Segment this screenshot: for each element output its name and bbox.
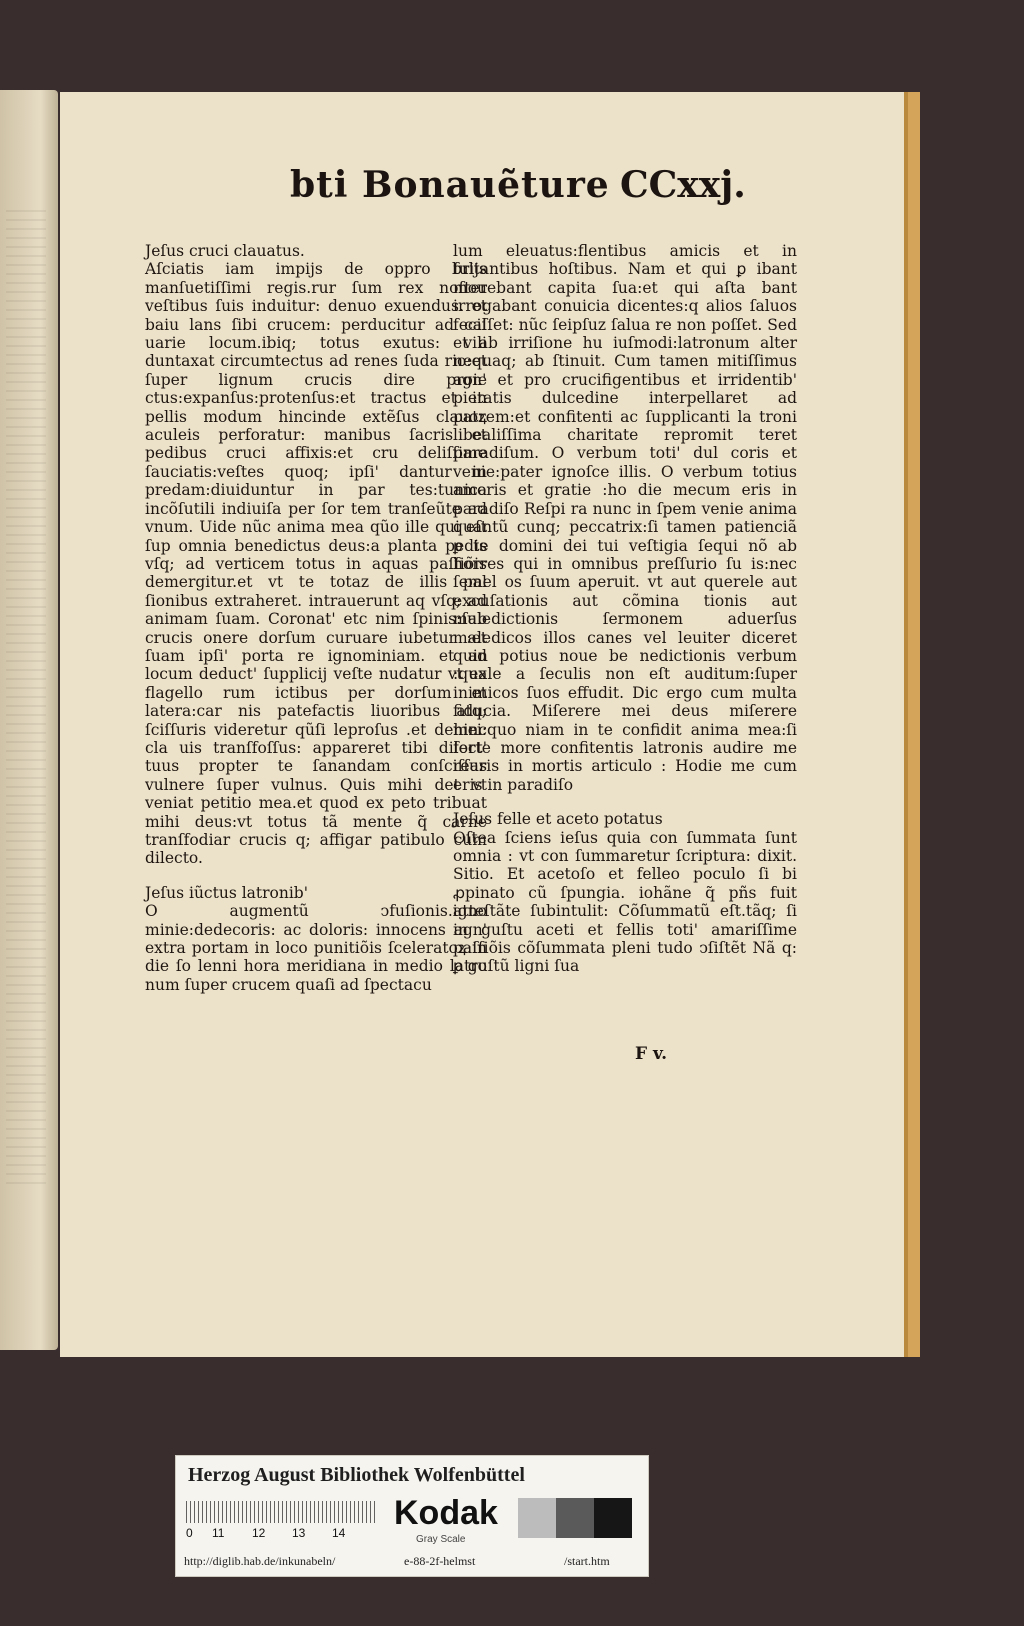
scale-ruler <box>186 1501 376 1523</box>
running-header <box>60 164 920 224</box>
left-page-text-bleed <box>6 210 46 1190</box>
rubric-vinegar: Jeſus felle et aceto potatus <box>453 810 663 829</box>
left-page-edge <box>0 90 58 1350</box>
paragraph-thieves: O augmentũ ↄfuſionis.igno minie:dedecoris: ac doloris: innocens agn' extra portam in loco punitiõis ſceleratoꝝ:in die ſo lenni hora meridiana in medio latro num ſuper crucem quaſi ad ſpectacu <box>145 902 487 994</box>
url-start: /start.htm <box>564 1554 610 1568</box>
tick-label: 14 <box>332 1526 346 1540</box>
tick-label: 11 <box>212 1526 225 1540</box>
ruler-labels <box>186 1526 386 1540</box>
gray-scale-label: Gray Scale <box>416 1534 466 1545</box>
color-calibration-card <box>175 1455 649 1577</box>
tick-label: 0 <box>186 1526 193 1540</box>
signature-mark: F v. <box>635 1044 668 1064</box>
paragraph-vinegar: Oſtea ſciens ieſus quia con ſummata ſunt omnia : vt con ſummaretur ſcriptura: dixit. Sitio. Et acetoſo et felleo poculo ſi bi ꝓpinato cũ ſpungia. iohãne q̃ pñs fuit atteſtãte ſubintulit: Cõſummatũ eſt.tãq; ſi in guſtu aceti et fellis toti' amariſſime paſſiõis cõſummata pleni tudo ↄſiſtẽt Nã q: ꝑ guſtũ ligni ſua <box>453 828 797 976</box>
left-column <box>145 242 487 994</box>
rubric-thieves: Jeſus iũctus latronib' <box>145 883 308 902</box>
folio-number: CCxxj. <box>620 164 746 206</box>
tick-label: 13 <box>292 1526 306 1540</box>
paragraph-crucifixion: Aſciatis iam impijs de oppro brijs manſuetiſſimi regis.rur ſum rex noſter veſtibus ſuis induitur: denuo exuendus. et baiu lans ſibi crucem: perducitur ad cal uarie locum.ibiq; totus exutus: vili duntaxat circumtectus ad renes ſuda rio:et ſuper lignum crucis dire proie ctus:expanſus:protenſus:et tractus et in pellis modum hincinde extẽſus clauoꝝ aculeis perforatur: manibus ſacris et pedibus cruci affixis:et cru deliſſime ſauciatis:veſtes quoq; ipſi' dantur in predam:diuiduntur in par tes:tunica incõſutili indiuiſa per ſor tem tranſeũte ad vnum. Uide nũc anima mea qũo ille qui eſt ſup omnia benedictus deus:a planta pedis vſq; ad verticem totus in aquas paſſiõis demergitur.et vt te totaz de illis pal ſionibus extraheret. intrauerunt aq vſq; ad animam ſuam. Coronat' etc nim ſpinis:ſub crucis onere dorſum curuare iubetur :et ſuam ipſi' porta re ignominiam. et ad locum deduct' ſupplicij veſte nudatur vt ex flagello rum ictibus per dorſum et latera:car nis patefactis liuoribus atq; ſciſſuris videretur qũſi leproſus .et dehinc cla uis tranſfoſſus: appareret tibi dilect' tuus propter te ſanandam conſciſſus vulnere ſuper vulnus. Quis mihi det vt veniat petitio mea.et quod ex peto tribuat mihi deus:vt totus tã mente q̃ carne tranſfodiar crucis q; affigar patibulo cum dilecto. <box>145 260 487 868</box>
book-page <box>60 92 920 1357</box>
rubric-crucified: Jeſus cruci clauatus. <box>145 242 305 260</box>
gray-swatch-mid <box>556 1498 594 1538</box>
page-title: bti Bonauẽture <box>290 164 610 206</box>
kodak-logo: Kodak <box>394 1494 498 1532</box>
library-name: Herzog August Bibliothek Wolfenbüttel <box>188 1464 525 1486</box>
tick-label: 12 <box>252 1526 266 1540</box>
url-base: http://diglib.hab.de/inkunabeln/ <box>184 1554 336 1568</box>
paragraph-paradise: lum eleuatus:flentibus amicis et in ſultantibus hoſtibus. Nam et qui ꝑ ibant mouebant capita ſua:et qui aſta bant irrogabant conuicia dicentes:q alios ſaluos feciſſet: nũc ſeipſuz ſalua re non poſſet. Sed et ab irriſione hu iuſmodi:latronum alter nequaq; ab ſtinuit. Cum tamen mitiſſimus agn' et pro crucifigentibus et irridentib' pietatis dulcedine interpellaret ad patrem:et confitenti ac ſupplicanti la troni libealiſſima charitate repromit teret paradiſum. O verbum toti' dul coris et venie:pater ignoſce illis. O verbum totius amoris et gratie :ho die mecum eris in paradiſo Reſpi ra nunc in ſpem venie anima quantũ cunq; peccatrix:ſi tamen patienciã ꝑ te domini dei tui veſtigia ſequi nõ ab horres qui in omnibus preſſurio ſu is:nec ſemel os ſuum aperuit. vt aut querele aut excuſationis aut cõmina tionis aut maledictionis ſermonem aduerſus maledicos illos canes vel leuiter diceret quin potius noue be nedictionis verbum :quale a ſeculis non eſt auditum:ſuper inimicos ſuos effudit. Dic ergo cum multa fiducia. Miſerere mei deus miſerere mei:quo niam in te confidit anima mea:ſi forte more confitentis latronis audire me rearis in mortis articulo : Hodie me cum eris in paradiſo <box>453 242 797 794</box>
gray-swatch-light <box>518 1498 556 1538</box>
gray-swatches <box>518 1498 632 1538</box>
right-column <box>453 242 797 976</box>
url-shelfmark: e-88-2f-helmst <box>404 1554 476 1568</box>
gray-swatch-dark <box>594 1498 632 1538</box>
